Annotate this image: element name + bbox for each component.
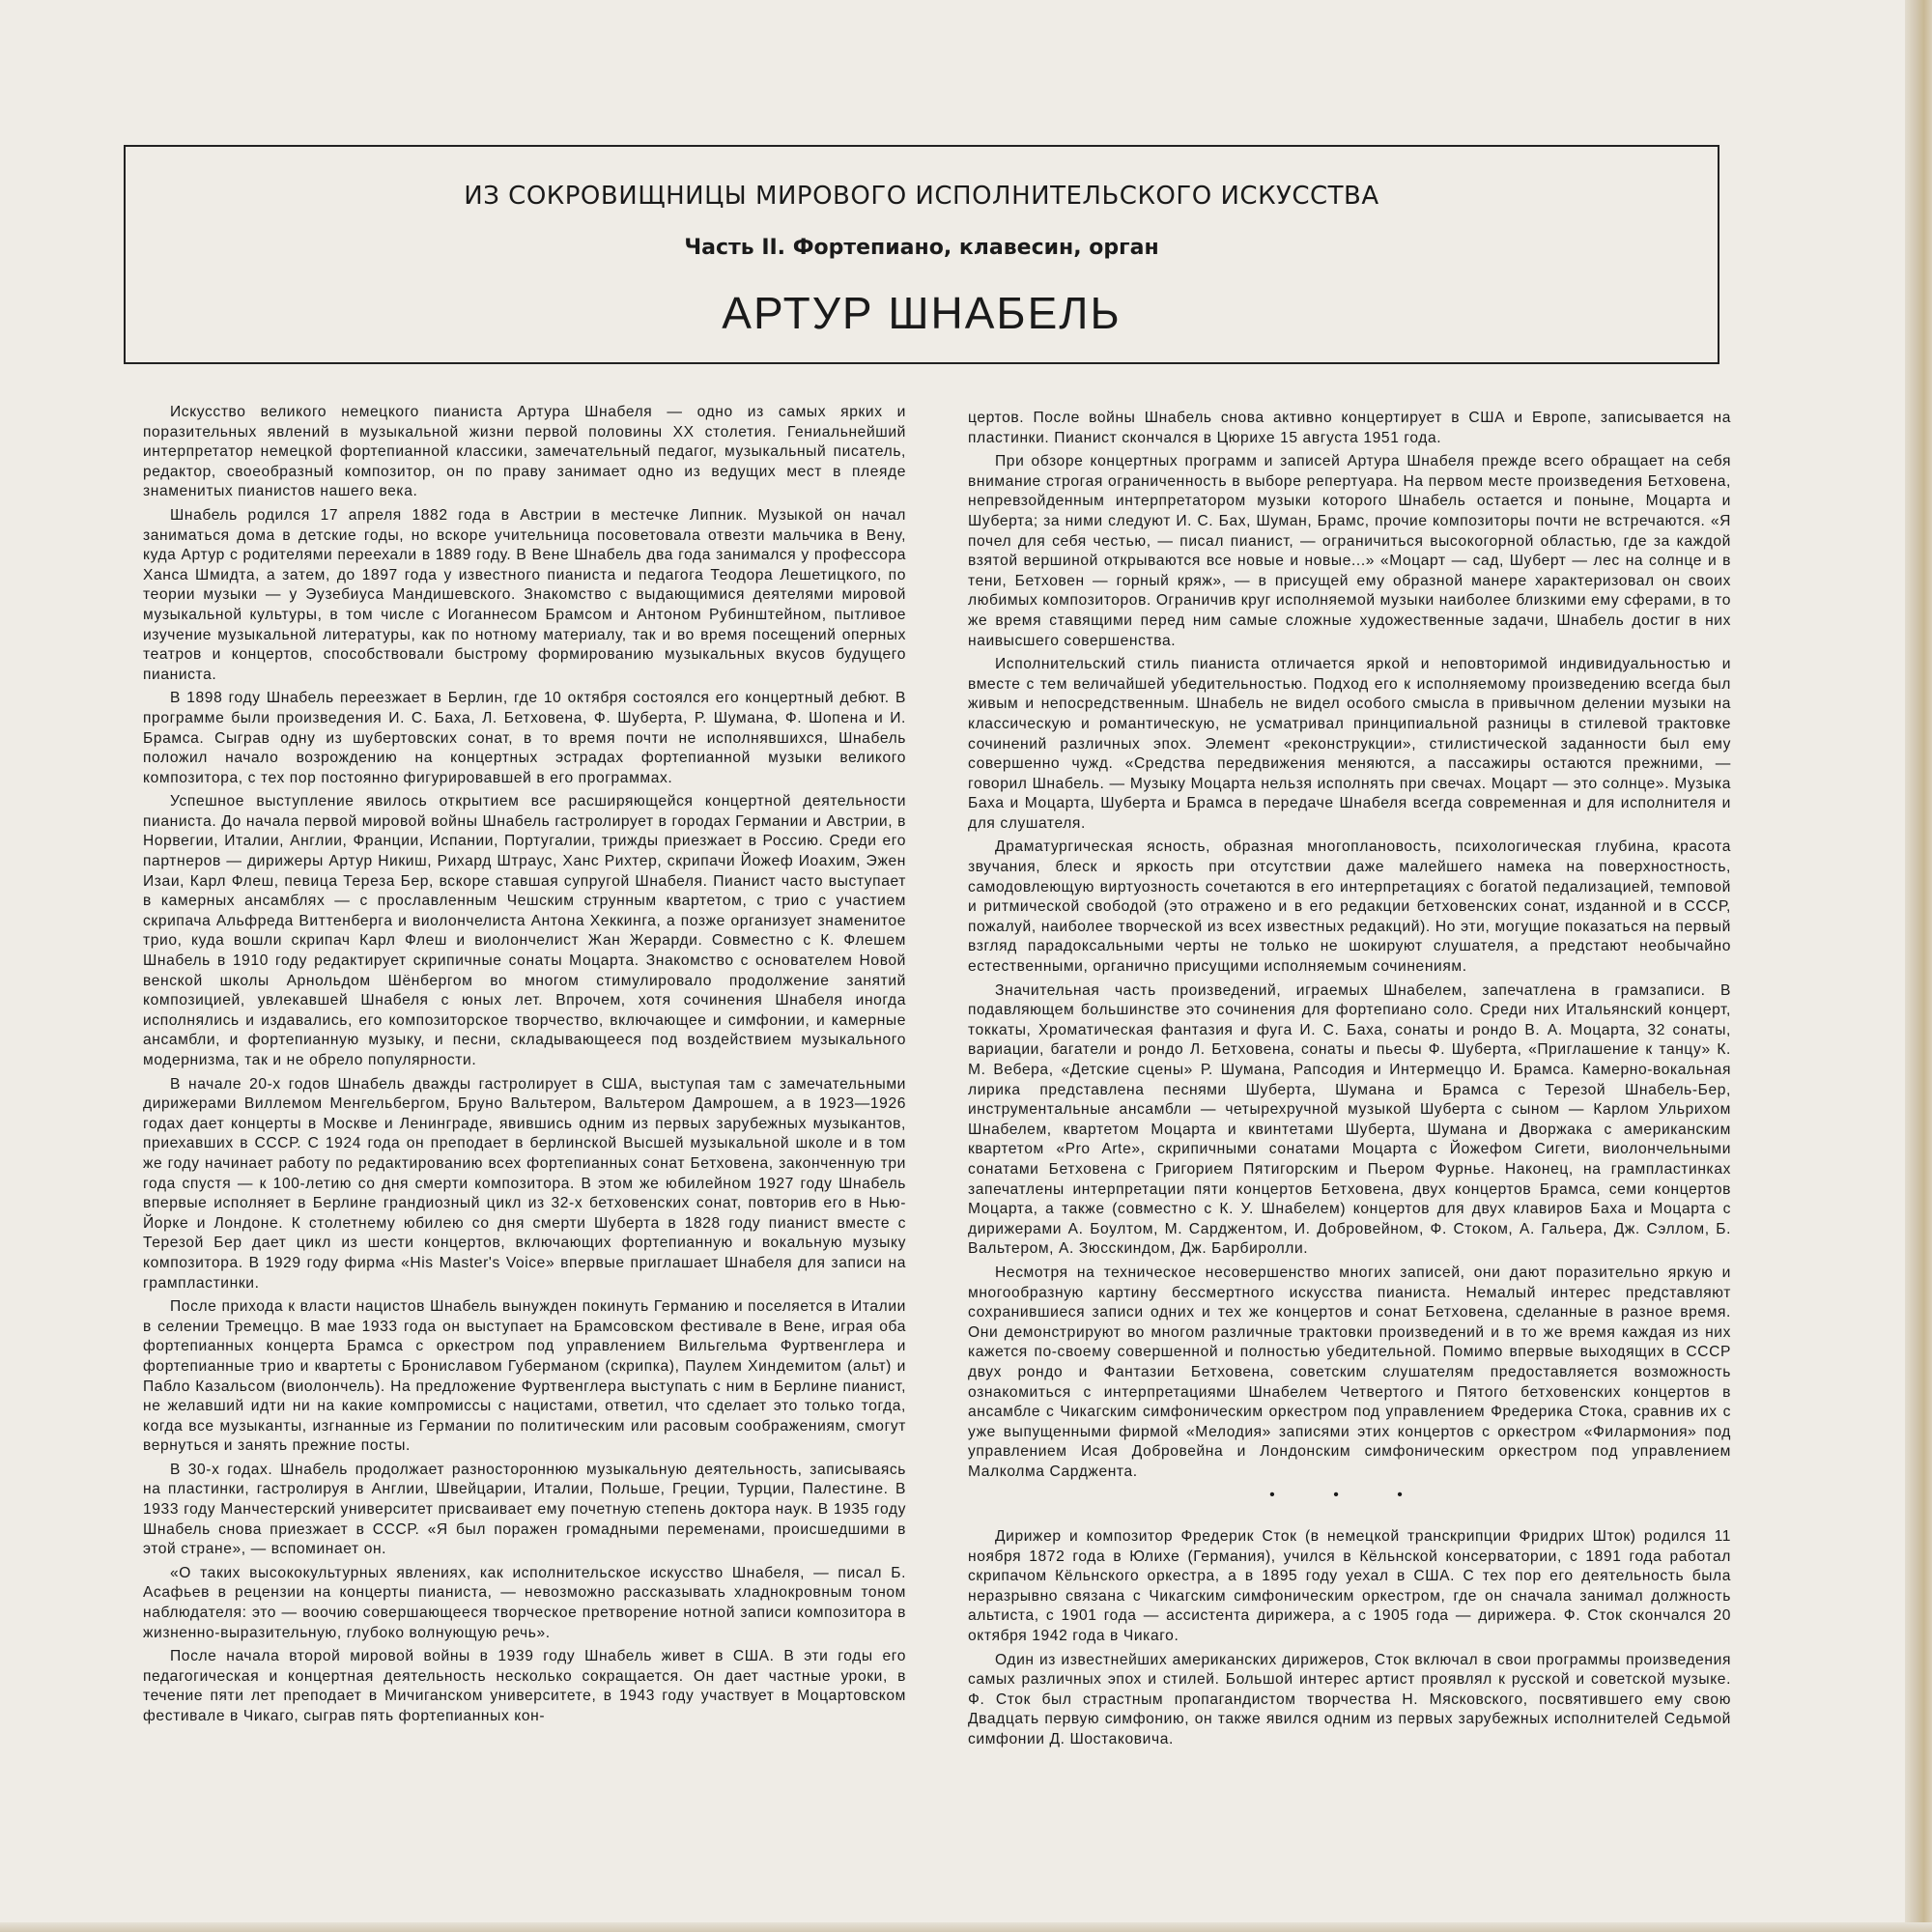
- sleeve-edge-right: [1905, 0, 1932, 1932]
- artist-name: АРТУР ШНАБЕЛЬ: [722, 288, 1122, 338]
- paragraph: Драматургическая ясность, образная многоплановость, психологическая глубина, красота звучания, блеск и яркость при отсутствии даже малейшего намека на поверхностность, самодовлеющую виртуозность сочетаются в его интерпретациях с богатой педализацией, темповой и ритмической свободой (это отражено и в его редакции бетховенских сонат, изданной и в СССР, пожалуй, наиболее творческой из всех известных редакций). Но эти, могущие показаться на первый взгляд парадоксальными черты не только не шокируют слушателя, а предстают необычайно естественными, органично присущими исполняемым сочинениям.: [968, 838, 1731, 976]
- paragraph: Шнабель родился 17 апреля 1882 года в Австрии в местечке Липник. Музыкой он начал заниматься дома в детские годы, но вскоре учительница посоветовала отвезти мальчика в Вену, куда Артур с родителями переехали в 1889 году. В Вене Шнабель два года занимался у профессора Ханса Шмидта, а затем, до 1897 года у известного пианиста и педагога Теодора Лешетицкого, по теории музыки — у Эузебиуса Мандишевского. Знакомство с выдающимися деятелями мировой музыкальной культуры, в том числе с Иоганнесом Брамсом и Антоном Рубинштейном, пытливое изучение музыкальной литературы, как по нотному материалу, так и во время посещений оперных театров и концертов, способствовали быстрому формированию музыкальных вкусов будущего пианиста.: [143, 506, 906, 683]
- paragraph: Значительная часть произведений, играемых Шнабелем, запечатлена в грамзаписи. В подавляющем большинстве это сочинения для фортепиано соло. Среди них Итальянский концерт, токкаты, Хроматическая фантазия и фуга И. С. Баха, сонаты и рондо В. А. Моцарта, 32 сонаты, вариации, багатели и рондо Л. Бетховена, сонаты и пьесы Ф. Шуберта, «Приглашение к танцу» К. М. Вебера, «Детские сцены» Р. Шумана, Рапсодия и Интермеццо И. Брамса. Камерно-вокальная лирика представлена песнями Шуберта, Шумана и Брамса с Терезой Шнабель-Бер, инструментальные ансамбли — четырехручной музыкой Шуберта с сыном — Карлом Ульрихом Шнабелем, квартетом Моцарта и квинтетами Шуберта, Шумана и Дворжака с американским квартетом «Pro Arte», скрипичными сонатами Моцарта с Йожефом Сигети, виолончельными сонатами Бетховена с Григорием Пятигорским и Пьером Фурнье. Наконец, на грампластинках запечатлены интерпретации пяти концертов Бетховена, двух концертов Брамса, семи концертов Моцарта, а также (совместно с К. У. Шнабелем) концертов для двух клавиров Баха и Моцарта с дирижерами А. Боултом, М. Сарджентом, И. Добровейном, Ф. Стоком, А. Гальера, Дж. Сэллом, Б. Вальтером, А. Зюсскиндом, Дж. Барбиролли.: [968, 981, 1731, 1258]
- paragraph: Один из известнейших американских дирижеров, Сток включал в свои программы произведения самых различных эпох и стилей. Большой интерес артист проявлял к русской и советской музыке. Ф. Сток был страстным пропагандистом творчества Н. Мясковского, посвятившего ему свою Двадцать первую симфонию, он также явился одним из первых зарубежных исполнителей Седьмой симфонии Д. Шостаковича.: [968, 1651, 1731, 1747]
- paragraph: «О таких высококультурных явлениях, как исполнительское искусство Шнабеля, — писал Б. Асафьев в рецензии на концерты пианиста, — невозможно рассказывать хладнокровным тоном наблюдателя: это — воочию совершающееся творческое претворение нотной записи композитора в жизненно-выразительную, глубоко волнующую речь».: [143, 1564, 906, 1641]
- paragraph: Дирижер и композитор Фредерик Сток (в немецкой транскрипции Фридрих Шток) родился 11 ноября 1872 года в Юлихе (Германия), учился в Кёльнской консерватории, с 1891 года работал скрипачом Кёльнского оркестра, а в 1895 году уехал в США. С тех пор его деятельность была неразрывно связана с Чикагским симфоническим оркестром, где он сначала занимал должность альтиста, с 1901 года — ассистента дирижера, а с 1905 года — дирижера. Ф. Сток скончался 20 октября 1942 года в Чикаго.: [968, 1528, 1731, 1645]
- paragraph: В 30-х годах. Шнабель продолжает разностороннюю музыкальную деятельность, записываясь на пластинки, гастролируя в Англии, Швейцарии, Италии, Польше, Греции, Турции, Палестине. В 1933 году Манчестерский университет присваивает ему почетную степень доктора наук. В 1935 году Шнабель снова приезжает в СССР. «Я был поражен громадными переменами, происшедшими в этой стране», — вспоминает он.: [143, 1461, 906, 1558]
- title-frame: [124, 145, 1719, 364]
- right-text-column: [968, 409, 1731, 1754]
- paragraph: После прихода к власти нацистов Шнабель вынужден покинуть Германию и поселяется в Италии в селении Тремеццо. В мае 1933 года он выступает на Брамсовском фестивале в Вене, играя оба фортепианных концерта Брамса с оркестром под управлением Вильгельма Фуртвенглера и фортепианные трио и квартеты с Брониславом Губерманом (скрипка), Паулем Хиндемитом (альт) и Пабло Казальсом (виолончель). На предложение Фуртвенглера выступать с ним в Берлине пианист, не желавший идти ни на какие компромиссы с нацистами, ответил, что сделает это только тогда, когда все музыканты, изгнанные из Германии по политическим или расовым соображениям, смогут вернуться и занять прежние посты.: [143, 1298, 906, 1455]
- paragraph: Исполнительский стиль пианиста отличается яркой и неповторимой индивидуальностью и вместе с тем величайшей убедительностью. Подход его к исполняемому произведению всегда был живым и непосредственным. Шнабель не видел особого смысла в привычном делении музыки на классическую и романтическую, не усматривал принципиальной разницы в стилевой трактовке сочинений различных эпох. Элемент «реконструкции», стилистической заданности был ему совершенно чужд. «Средства передвижения меняются, а пассажиры остаются прежними, — говорил Шнабель. — Музыку Моцарта нельзя исполнять при свечах. Моцарт — это солнце». Музыка Баха и Моцарта, Шуберта и Брамса в передаче Шнабеля всегда современная и для исполнителя и для слушателя.: [968, 656, 1731, 832]
- paragraph: цертов. После войны Шнабель снова активно концертирует в США и Европе, записывается на пластинки. Пианист скончался в Цюрихе 15 августа 1951 года.: [968, 410, 1731, 446]
- section-divider: • • •: [1269, 1487, 1430, 1504]
- left-text-column: [143, 403, 906, 1731]
- paragraph: В 1898 году Шнабель переезжает в Берлин, где 10 октября состоялся его концертный дебют. В программе были произведения И. С. Баха, Л. Бетховена, Ф. Шуберта, Р. Шумана, Ф. Шопена и И. Брамса. Сыграв одну из шубертовских сонат, в то время почти не исполнявшихся, Шнабель положил начало возрождению на концертных эстрадах фортепианной музыки великого композитора, с тех пор постоянно фигурировавшей в его программах.: [143, 690, 906, 786]
- part-title: Часть II. Фортепиано, клавесин, орган: [684, 236, 1159, 260]
- sleeve-edge-bottom: [0, 1922, 1932, 1932]
- paragraph: Несмотря на техническое несовершенство многих записей, они дают поразительно яркую и многообразную картину бессмертного искусства пианиста. Немалый интерес представляют сохранившиеся записи одних и тех же концертов и сонат Бетховена, сделанные в разное время. Они демонстрируют во многом различные трактовки произведений и в то же время каждая из них кажется по-своему совершенной и полностью убедительной. Помимо впервые выходящих в СССР двух рондо и Фантазии Бетховена, советским слушателям предоставляется возможность ознакомиться с интерпретациями Шнабелем Четвертого и Пятого бетховенских концертов в ансамбле с Чикагским симфоническим оркестром под управлением Фредерика Стока, сравнив их с уже выпущенными фирмой «Мелодия» записями этих концертов с оркестром «Филармония» под управлением Исая Добровейна и Лондонским симфоническим оркестром под управлением Малколма Сарджента.: [968, 1264, 1731, 1480]
- paragraph: После начала второй мировой войны в 1939 году Шнабель живет в США. В эти годы его педагогическая и концертная деятельность несколько сокращается. Он дает частные уроки, в течение пяти лет преподает в Мичиганском университете, в 1943 году участвует в Моцартовском фестивале в Чикаго, сыграв пять фортепианных кон-: [143, 1648, 906, 1724]
- series-title: ИЗ СОКРОВИЩНИЦЫ МИРОВОГО ИСПОЛНИТЕЛЬСКОГО ИСКУССТВА: [464, 182, 1379, 211]
- paragraph: Искусство великого немецкого пианиста Артура Шнабеля — одно из самых ярких и поразительных явлений в музыкальной жизни первой половины XX столетия. Гениальнейший интерпретатор немецкой фортепианной классики, замечательный педагог, музыкальный писатель, редактор, своеобразный композитор, он по праву занимает одно из ведущих мест в плеяде знаменитых пианистов нашего века.: [143, 404, 906, 500]
- paragraph: Успешное выступление явилось открытием все расширяющейся концертной деятельности пианиста. До начала первой мировой войны Шнабель гастролирует в городах Германии и Австрии, в Норвегии, Италии, Англии, Франции, Испании, Португалии, трижды приезжает в Россию. Среди его партнеров — дирижеры Артур Никиш, Рихард Штраус, Ханс Рихтер, скрипачи Йожеф Иоахим, Эжен Изаи, Карл Флеш, певица Тереза Бер, вскоре ставшая супругой Шнабеля. Пианист часто выступает в камерных ансамблях — с прославленным Чешским струнным квартетом, с трио с участием скрипача Альфреда Виттенберга и виолончелиста Антона Хеккинга, а позже организует знаменитое трио, куда вошли скрипач Карл Флеш и виолончелист Жан Жерарди. Совместно с К. Флешем Шнабель в 1910 году редактирует скрипичные сонаты Моцарта. Знакомство с основателем Новой венской школы Арнольдом Шёнбергом во многом стимулировало продолжение занятий композицией, увлекавшей Шнабеля с юных лет. Впрочем, хотя сочинения Шнабеля иногда исполнялись и издавались, его композиторское творчество, включающее и симфонии, и камерные ансамбли, и фортепианную музыку, и песни, складывающееся под воздействием музыкального модернизма, так и не обрело популярности.: [143, 793, 906, 1068]
- paragraph: При обзоре концертных программ и записей Артура Шнабеля прежде всего обращает на себя внимание строгая ограниченность в выборе репертуара. На первом месте произведения Бетховена, непревзойденным интерпретатором музыки которого Шнабель остается и поныне, Моцарта и Шуберта; за ними следуют И. С. Бах, Шуман, Брамс, прочие композиторы почти не встречаются. «Я почел для себя честью, — писал пианист, — ограничиться высокогорной областью, где за каждой взятой вершиной открываются все новые и новые...» «Моцарт — сад, Шуберт — лес на солнце и в тени, Бетховен — горный кряж», — в присущей ему образной манере характеризовал он своих любимых композиторов. Ограничив круг исполняемой музыки наиболее близкими ему сферами, в то же время ставящими перед ним самые сложные художественные задачи, Шнабель достиг в них наивысшего совершенства.: [968, 453, 1731, 649]
- paragraph: В начале 20-х годов Шнабель дважды гастролирует в США, выступая там с замечательными дирижерами Виллемом Менгельбергом, Бруно Вальтером, Вальтером Дамрошем, а в 1923—1926 годах дает концерты в Москве и Ленинграде, явившись одним из первых зарубежных музыкантов, приехавших в СССР. С 1924 года он преподает в берлинской Высшей музыкальной школе и в том же году начинает работу по редактированию всех фортепианных сонат Бетховена, законченную три года спустя — к 100-летию со дня смерти композитора. В этом же юбилейном 1927 году Шнабель впервые исполняет в Берлине грандиозный цикл из 32-х бетховенских сонат, повторив его в Нью-Йорке и Лондоне. К столетнему юбилею со дня смерти Шуберта в 1828 году пианист вместе с Терезой Бер дает цикл из шести концертов, включающих фортепианную и вокальную музыку композитора. В 1929 году фирма «His Master's Voice» впервые приглашает Шнабеля для записи на грампластинки.: [143, 1075, 906, 1292]
